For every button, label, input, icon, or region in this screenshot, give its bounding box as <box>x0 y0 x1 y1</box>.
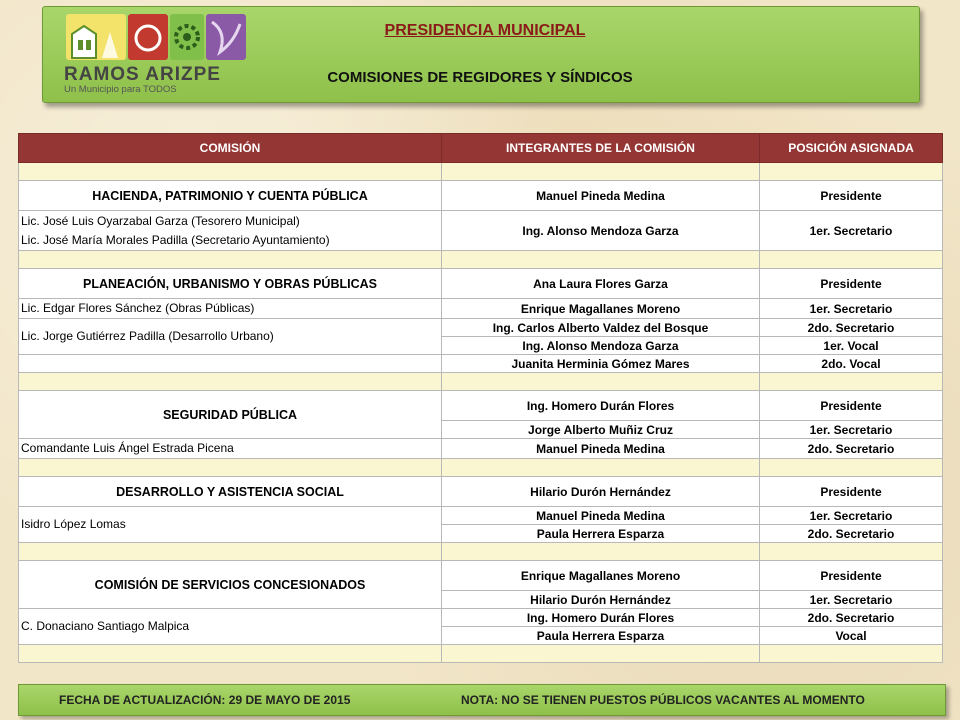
table-header-row <box>19 134 943 163</box>
table-row <box>19 609 943 627</box>
staff-line: Lic. Edgar Flores Sánchez (Obras Públicas) <box>19 299 442 319</box>
staff-line: Lic. Jorge Gutiérrez Padilla (Desarrollo Urbano) <box>19 319 442 355</box>
vacancy-note: NOTA: NO SE TIENEN PUESTOS PÚBLICOS VACANTES AL MOMENTO <box>461 693 865 707</box>
table-row <box>19 269 943 299</box>
member-name: Enrique Magallanes Moreno <box>442 561 760 591</box>
commissions-table <box>18 133 943 663</box>
commission-title: PLANEACIÓN, URBANISMO Y OBRAS PÚBLICAS <box>19 269 442 299</box>
page-title: PRESIDENCIA MUNICIPAL <box>384 22 586 39</box>
table-row <box>19 211 943 251</box>
member-name: Ing. Homero Durán Flores <box>442 609 760 627</box>
member-position: Vocal <box>760 627 943 645</box>
member-position: Presidente <box>760 477 943 507</box>
member-name: Hilario Durón Hernández <box>442 591 760 609</box>
commission-staff <box>19 211 442 251</box>
member-name: Manuel Pineda Medina <box>442 439 760 459</box>
footer-banner <box>18 684 946 716</box>
table-row <box>19 561 943 591</box>
member-position: 2do. Vocal <box>760 355 943 373</box>
member-name: Ing. Alonso Mendoza Garza <box>442 211 760 251</box>
member-name: Hilario Durón Hernández <box>442 477 760 507</box>
member-position: 1er. Secretario <box>760 421 943 439</box>
member-name: Manuel Pineda Medina <box>442 181 760 211</box>
staff-line: Comandante Luis Ángel Estrada Picena <box>19 439 442 459</box>
table-row <box>19 391 943 421</box>
member-name: Ing. Alonso Mendoza Garza <box>442 337 760 355</box>
member-name: Paula Herrera Esparza <box>442 627 760 645</box>
staff-line: Lic. José María Morales Padilla (Secretario Ayuntamiento) <box>21 233 330 247</box>
table-row <box>19 299 943 319</box>
svg-text:Un Municipio para TODOS: Un Municipio para TODOS <box>64 84 177 95</box>
page-subtitle: COMISIONES DE REGIDORES Y SÍNDICOS <box>327 69 633 86</box>
update-date: FECHA DE ACTUALIZACIÓN: 29 DE MAYO DE 2015 <box>59 693 351 707</box>
member-position: 1er. Secretario <box>760 591 943 609</box>
member-position: 2do. Secretario <box>760 525 943 543</box>
member-name: Paula Herrera Esparza <box>442 525 760 543</box>
table-row <box>19 181 943 211</box>
member-name: Ana Laura Flores Garza <box>442 269 760 299</box>
staff-line: C. Donaciano Santiago Malpica <box>19 609 442 645</box>
header-comision: COMISIÓN <box>19 134 442 163</box>
spacer-row <box>19 163 943 181</box>
member-position: Presidente <box>760 269 943 299</box>
member-name: Manuel Pineda Medina <box>442 507 760 525</box>
table-row <box>19 477 943 507</box>
member-name: Jorge Alberto Muñiz Cruz <box>442 421 760 439</box>
header-posicion: POSICIÓN ASIGNADA <box>760 134 943 163</box>
spacer-row <box>19 459 943 477</box>
member-position: Presidente <box>760 391 943 421</box>
member-name: Ing. Homero Durán Flores <box>442 391 760 421</box>
ramos-arizpe-logo <box>62 12 252 96</box>
staff-line: Isidro López Lomas <box>19 507 442 543</box>
member-name: Juanita Herminia Gómez Mares <box>442 355 760 373</box>
table-row <box>19 439 943 459</box>
member-position: 1er. Secretario <box>760 299 943 319</box>
member-name: Enrique Magallanes Moreno <box>442 299 760 319</box>
member-position: 2do. Secretario <box>760 319 943 337</box>
member-position: 1er. Secretario <box>760 211 943 251</box>
commission-title: HACIENDA, PATRIMONIO Y CUENTA PÚBLICA <box>19 181 442 211</box>
member-position: 2do. Secretario <box>760 439 943 459</box>
commission-title: SEGURIDAD PÚBLICA <box>19 391 442 439</box>
staff-line: Lic. José Luis Oyarzabal Garza (Tesorero Municipal) <box>21 214 300 228</box>
member-position: 1er. Vocal <box>760 337 943 355</box>
spacer-row <box>19 645 943 663</box>
table-row <box>19 355 943 373</box>
member-position: Presidente <box>760 561 943 591</box>
spacer-row <box>19 543 943 561</box>
table-row <box>19 507 943 525</box>
member-name: Ing. Carlos Alberto Valdez del Bosque <box>442 319 760 337</box>
member-position: Presidente <box>760 181 943 211</box>
commission-title: COMISIÓN DE SERVICIOS CONCESIONADOS <box>19 561 442 609</box>
member-position: 2do. Secretario <box>760 609 943 627</box>
table-row <box>19 319 943 337</box>
spacer-row <box>19 251 943 269</box>
header-integrantes: INTEGRANTES DE LA COMISIÓN <box>442 134 760 163</box>
spacer-row <box>19 373 943 391</box>
member-position: 1er. Secretario <box>760 507 943 525</box>
commission-title: DESARROLLO Y ASISTENCIA SOCIAL <box>19 477 442 507</box>
svg-text:RAMOS ARIZPE: RAMOS ARIZPE <box>64 64 221 85</box>
